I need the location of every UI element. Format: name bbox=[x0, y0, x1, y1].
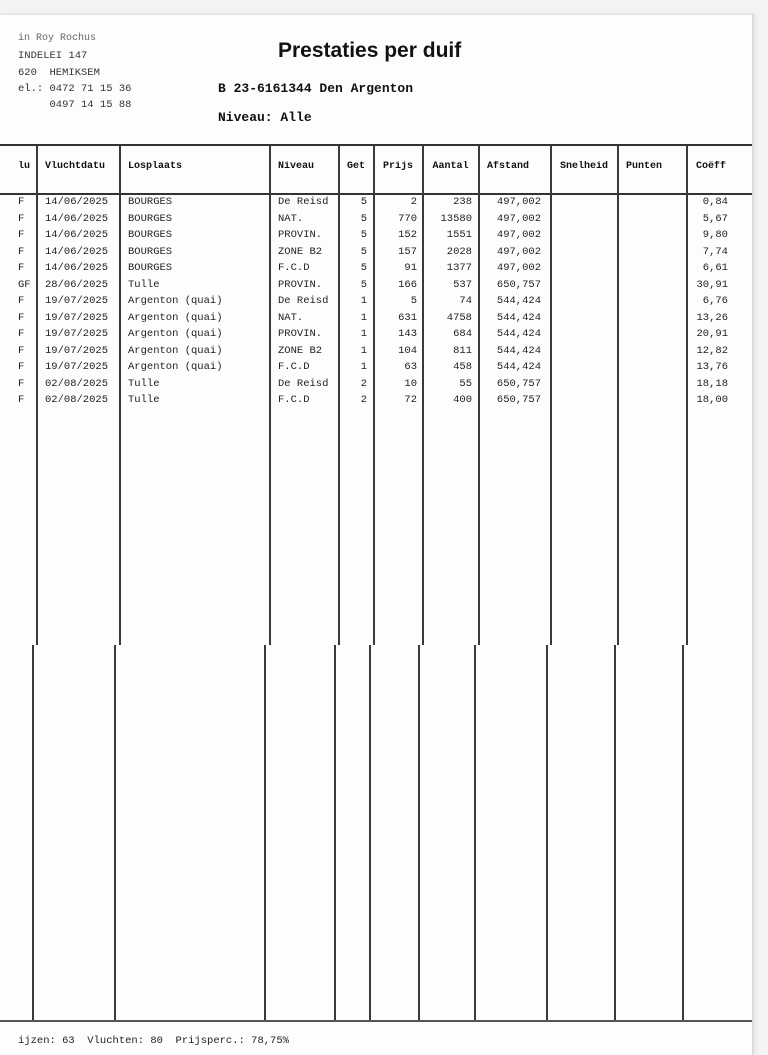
cell-get: 1 bbox=[360, 311, 367, 324]
cell-date: 14/06/2025 bbox=[45, 262, 109, 274]
cell-prize: 143 bbox=[398, 328, 417, 340]
col-header-date: Vluchtdatu bbox=[45, 161, 106, 172]
cell-lu: F bbox=[18, 262, 25, 274]
owner-street: INDELEI 147 bbox=[18, 50, 88, 62]
table-row bbox=[0, 328, 752, 344]
table-row bbox=[0, 196, 752, 212]
cell-lu: F bbox=[18, 377, 25, 390]
cell-get: 5 bbox=[360, 196, 367, 208]
cell-prize: 5 bbox=[410, 295, 417, 307]
cell-prize: 63 bbox=[404, 361, 417, 373]
cell-count: 684 bbox=[453, 328, 472, 340]
cell-place: Tulle bbox=[128, 394, 160, 406]
cell-level: NAT. bbox=[278, 311, 304, 324]
cell-distance: 544,424 bbox=[496, 295, 541, 307]
table-row bbox=[0, 295, 752, 311]
cell-date: 14/06/2025 bbox=[45, 196, 109, 208]
cell-count: 55 bbox=[459, 377, 472, 390]
cell-place: Argenton (quai) bbox=[128, 311, 223, 324]
cell-get: 1 bbox=[360, 361, 367, 373]
column-divider bbox=[474, 645, 476, 1020]
cell-count: 13580 bbox=[440, 212, 472, 225]
owner-mobile: 0497 14 15 88 bbox=[18, 99, 132, 111]
cell-level: F.C.D bbox=[278, 394, 310, 406]
cell-distance: 497,002 bbox=[496, 196, 541, 208]
column-divider bbox=[418, 645, 420, 1020]
cell-coeff: 13,76 bbox=[696, 361, 728, 373]
cell-get: 1 bbox=[360, 344, 367, 357]
column-divider bbox=[546, 645, 548, 1020]
cell-coeff: 6,61 bbox=[702, 262, 728, 274]
col-header-speed: Snelheid bbox=[559, 161, 608, 172]
cell-get: 5 bbox=[360, 245, 367, 258]
table-row bbox=[0, 262, 752, 278]
cell-get: 5 bbox=[360, 278, 367, 291]
cell-place: Argenton (quai) bbox=[128, 344, 223, 357]
owner-name: in Roy Rochus bbox=[18, 33, 97, 44]
cell-get: 1 bbox=[360, 328, 367, 340]
cell-level: De Reisd bbox=[278, 196, 329, 208]
cell-date: 19/07/2025 bbox=[45, 295, 109, 307]
table-header-rule bbox=[0, 193, 752, 195]
cell-coeff: 9,80 bbox=[702, 229, 728, 241]
cell-place: Tulle bbox=[128, 377, 160, 390]
cell-prize: 2 bbox=[410, 196, 417, 208]
cell-lu: F bbox=[18, 361, 25, 373]
cell-prize: 166 bbox=[398, 278, 417, 291]
cell-coeff: 12,82 bbox=[696, 344, 728, 357]
cell-count: 2028 bbox=[446, 245, 472, 258]
cell-place: BOURGES bbox=[128, 229, 173, 241]
cell-level: F.C.D bbox=[278, 262, 310, 274]
owner-phone: el.: 0472 71 15 36 bbox=[18, 83, 132, 95]
cell-level: ZONE B2 bbox=[278, 245, 323, 258]
cell-get: 5 bbox=[360, 212, 367, 225]
cell-prize: 157 bbox=[398, 245, 417, 258]
cell-coeff: 18,18 bbox=[696, 377, 728, 390]
cell-level: PROVIN. bbox=[278, 328, 323, 340]
pigeon-id: B 23-6161344 Den Argenton bbox=[218, 81, 414, 96]
cell-place: BOURGES bbox=[128, 245, 173, 258]
cell-distance: 497,002 bbox=[496, 212, 541, 225]
column-divider bbox=[682, 645, 684, 1020]
cell-lu: F bbox=[18, 245, 25, 258]
cell-distance: 544,424 bbox=[496, 311, 541, 324]
column-divider bbox=[264, 645, 266, 1020]
col-header-coeff: Coëff bbox=[695, 161, 726, 172]
cell-date: 19/07/2025 bbox=[45, 361, 109, 373]
column-divider bbox=[369, 645, 371, 1020]
col-header-distance: Afstand bbox=[487, 161, 530, 172]
level-filter: Niveau: Alle bbox=[218, 110, 312, 125]
column-divider bbox=[32, 645, 34, 1020]
cell-place: Argenton (quai) bbox=[128, 295, 223, 307]
cell-get: 2 bbox=[360, 394, 367, 406]
cell-date: 02/08/2025 bbox=[45, 394, 109, 406]
cell-lu: F bbox=[18, 229, 25, 241]
cell-lu: F bbox=[18, 295, 25, 307]
cell-distance: 544,424 bbox=[496, 328, 541, 340]
col-header-count: Aantal bbox=[432, 161, 469, 172]
cell-date: 19/07/2025 bbox=[45, 344, 109, 357]
cell-place: Argenton (quai) bbox=[128, 328, 223, 340]
table-top-rule bbox=[0, 144, 752, 146]
cell-coeff: 20,91 bbox=[696, 328, 728, 340]
table-row bbox=[0, 246, 752, 262]
cell-count: 74 bbox=[459, 295, 472, 307]
cell-lu: F bbox=[18, 212, 25, 225]
summary-footer: ijzen: 63 Vluchten: 80 Prijsperc.: 78,75% bbox=[18, 1035, 289, 1047]
cell-place: BOURGES bbox=[128, 262, 173, 274]
cell-count: 1551 bbox=[446, 229, 472, 241]
cell-place: Argenton (quai) bbox=[128, 361, 223, 373]
cell-lu: GF bbox=[18, 278, 31, 291]
cell-coeff: 5,67 bbox=[702, 212, 728, 225]
cell-count: 400 bbox=[453, 394, 472, 406]
page-title: Prestaties per duif bbox=[278, 39, 462, 62]
cell-distance: 544,424 bbox=[496, 344, 541, 357]
cell-level: De Reisd bbox=[278, 377, 329, 390]
cell-level: F.C.D bbox=[278, 361, 310, 373]
col-header-lu: lu bbox=[18, 161, 31, 172]
cell-distance: 650,757 bbox=[496, 377, 541, 390]
table-row bbox=[0, 279, 752, 295]
table-row bbox=[0, 312, 752, 328]
cell-prize: 91 bbox=[404, 262, 417, 274]
cell-get: 2 bbox=[360, 377, 367, 390]
col-header-get: Get bbox=[346, 161, 365, 172]
cell-distance: 650,757 bbox=[496, 394, 541, 406]
cell-date: 02/08/2025 bbox=[45, 377, 109, 390]
cell-count: 537 bbox=[453, 278, 472, 291]
cell-level: PROVIN. bbox=[278, 229, 323, 241]
cell-place: BOURGES bbox=[128, 212, 173, 225]
cell-distance: 497,002 bbox=[496, 262, 541, 274]
table-row bbox=[0, 229, 752, 245]
column-divider bbox=[334, 645, 336, 1020]
cell-prize: 152 bbox=[398, 229, 417, 241]
cell-prize: 631 bbox=[398, 311, 417, 324]
cell-date: 14/06/2025 bbox=[45, 229, 109, 241]
owner-city: 620 HEMIKSEM bbox=[18, 67, 100, 79]
cell-coeff: 30,91 bbox=[696, 278, 728, 291]
cell-date: 14/06/2025 bbox=[45, 245, 109, 258]
cell-prize: 10 bbox=[404, 377, 417, 390]
document-page bbox=[0, 14, 753, 1055]
cell-date: 19/07/2025 bbox=[45, 311, 109, 324]
cell-level: De Reisd bbox=[278, 295, 329, 307]
cell-date: 28/06/2025 bbox=[45, 278, 109, 291]
cell-coeff: 18,00 bbox=[696, 394, 728, 406]
cell-level: NAT. bbox=[278, 212, 304, 225]
col-header-level: Niveau bbox=[278, 161, 315, 172]
cell-distance: 497,002 bbox=[496, 229, 541, 241]
cell-distance: 544,424 bbox=[496, 361, 541, 373]
table-row bbox=[0, 394, 752, 410]
cell-lu: F bbox=[18, 196, 25, 208]
cell-get: 1 bbox=[360, 295, 367, 307]
cell-lu: F bbox=[18, 394, 25, 406]
column-divider bbox=[114, 645, 116, 1020]
cell-coeff: 0,84 bbox=[702, 196, 728, 208]
cell-distance: 650,757 bbox=[496, 278, 541, 291]
cell-prize: 104 bbox=[398, 344, 417, 357]
table-row bbox=[0, 213, 752, 229]
cell-coeff: 13,26 bbox=[696, 311, 728, 324]
cell-date: 19/07/2025 bbox=[45, 328, 109, 340]
table-row bbox=[0, 378, 752, 394]
cell-place: BOURGES bbox=[128, 196, 173, 208]
cell-get: 5 bbox=[360, 229, 367, 241]
table-row bbox=[0, 345, 752, 361]
cell-place: Tulle bbox=[128, 278, 160, 291]
cell-lu: F bbox=[18, 311, 25, 324]
cell-lu: F bbox=[18, 344, 25, 357]
table-bottom-rule bbox=[0, 1020, 752, 1022]
column-divider bbox=[614, 645, 616, 1020]
cell-count: 1377 bbox=[446, 262, 472, 274]
cell-prize: 72 bbox=[404, 394, 417, 406]
cell-count: 4758 bbox=[446, 311, 472, 324]
table-row bbox=[0, 361, 752, 377]
cell-count: 811 bbox=[453, 344, 472, 357]
cell-coeff: 7,74 bbox=[702, 245, 728, 258]
col-header-place: Losplaats bbox=[128, 161, 183, 172]
cell-level: ZONE B2 bbox=[278, 344, 323, 357]
col-header-points: Punten bbox=[626, 161, 663, 172]
cell-coeff: 6,76 bbox=[702, 295, 728, 307]
cell-count: 238 bbox=[453, 196, 472, 208]
cell-date: 14/06/2025 bbox=[45, 212, 109, 225]
cell-level: PROVIN. bbox=[278, 278, 323, 291]
cell-count: 458 bbox=[453, 361, 472, 373]
cell-prize: 770 bbox=[398, 212, 417, 225]
col-header-prize: Prijs bbox=[382, 161, 413, 172]
cell-get: 5 bbox=[360, 262, 367, 274]
cell-lu: F bbox=[18, 328, 25, 340]
cell-distance: 497,002 bbox=[496, 245, 541, 258]
